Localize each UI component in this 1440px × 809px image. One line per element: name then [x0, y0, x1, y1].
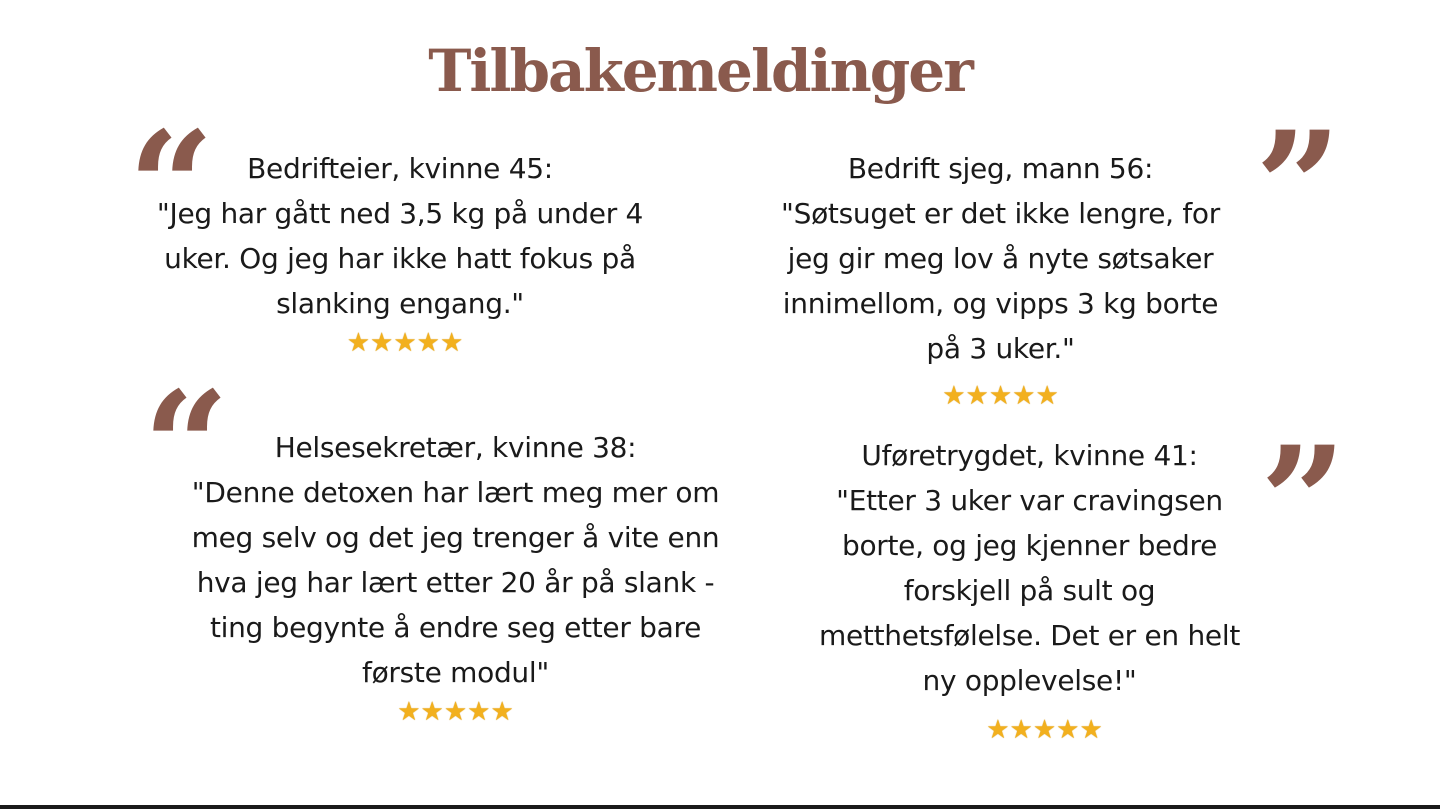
rating-stars: ★★★★★ — [986, 715, 1103, 745]
testimonial-text: "Denne detoxen har lært meg mer om meg selv og det jeg trenger å vite enn hva jeg har lært etter 20 år på slank - ting begynte å endre seg etter bare første modul" — [191, 476, 720, 689]
testimonial-text: "Etter 3 uker var cravingsen borte, og jeg kjenner bedre forskjell på sult og metthetsfølelse. Det er en helt ny opplevelse!" — [819, 484, 1240, 697]
page-title: Tilbakemeldinger — [428, 37, 972, 105]
rating-stars: ★★★★★ — [346, 328, 464, 358]
rating-stars: ★★★★★ — [942, 381, 1059, 411]
bottom-divider — [0, 805, 1440, 809]
testimonial-text: "Søtsuget er det ikke lengre, for jeg gir meg lov å nyte søtsaker innimellom, og vipps 3 kg borte på 3 uker." — [781, 197, 1220, 365]
testimonial-author: Bedrift sjeg, mann 56: — [847, 152, 1154, 185]
testimonial-card — [130, 146, 670, 358]
testimonial-author: Bedrifteier, kvinne 45: — [247, 152, 553, 185]
close-quote-icon: ” — [1260, 414, 1347, 590]
testimonial-card — [812, 433, 1247, 745]
close-quote-icon: ” — [1255, 99, 1342, 275]
testimonial-card — [178, 425, 733, 727]
testimonial-text: "Jeg har gått ned 3,5 kg på under 4 uker. Og jeg har ikke hatt fokus på slanking engang." — [156, 197, 644, 320]
rating-stars: ★★★★★ — [397, 697, 514, 727]
open-quote-icon: “ — [143, 359, 230, 535]
testimonial-card — [768, 146, 1233, 411]
testimonial-author: Uføretrygdet, kvinne 41: — [861, 439, 1198, 472]
open-quote-icon: “ — [128, 99, 215, 275]
testimonial-author: Helsesekretær, kvinne 38: — [274, 431, 637, 464]
